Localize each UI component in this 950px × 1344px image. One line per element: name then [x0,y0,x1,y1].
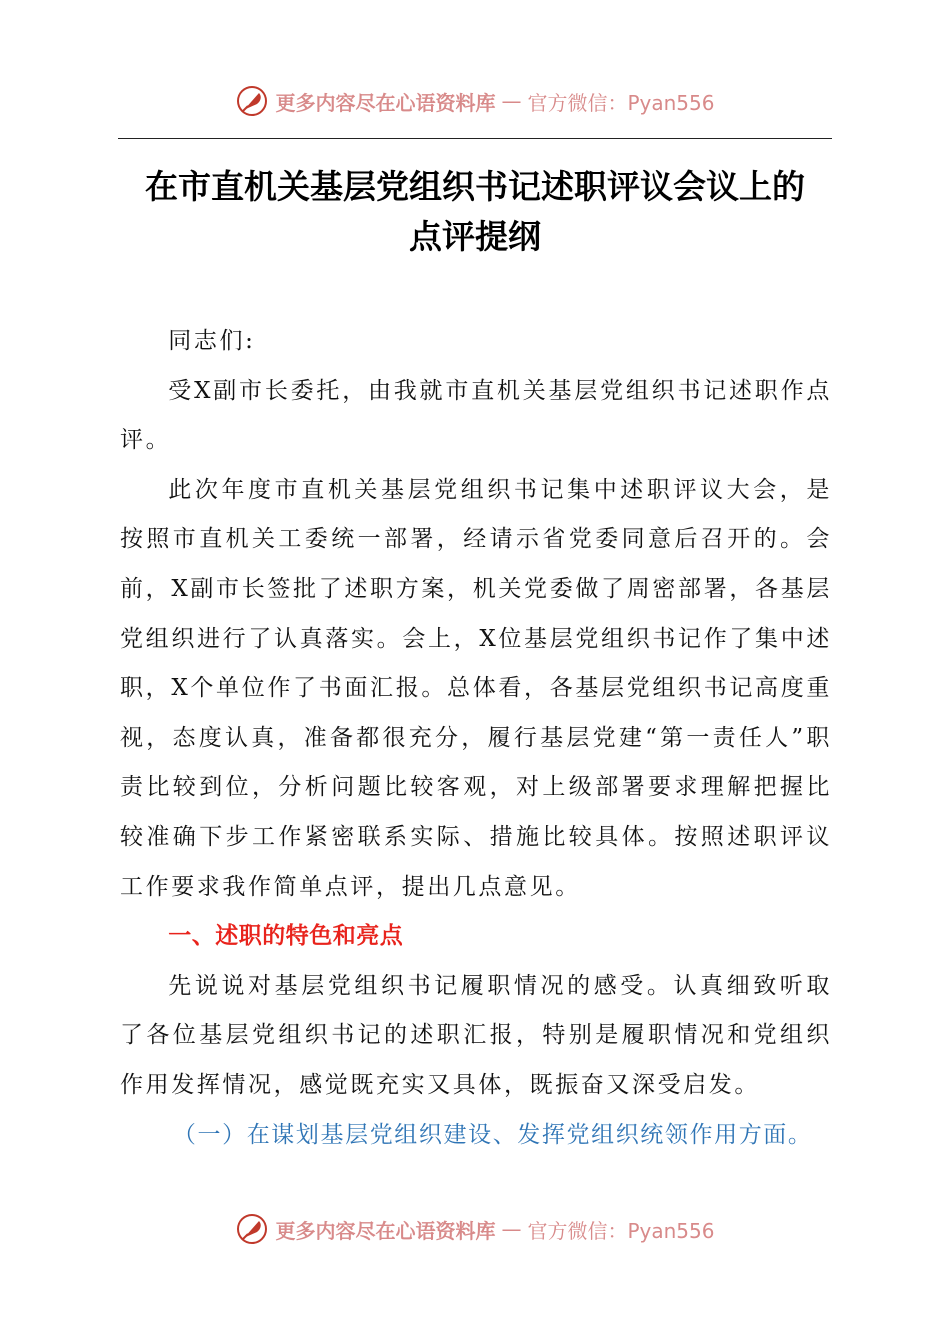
watermark-brand: 更多内容尽在心语资料库 [275,1218,496,1243]
paragraph-1: 受X副市长委托，由我就市直机关基层党组织书记述职作点评。 [120,377,832,454]
watermark-wechat: 官方微信：Pyan556 [527,1218,715,1243]
watermark-dash: — [501,89,522,113]
paragraph-3: 先说说对基层党组织书记履职情况的感受。认真细致听取了各位基层党组织书记的述职汇报，特别是履职情况和党组织作用发挥情况，感觉既充实又具体，既振奋又深受启发。 [120,972,832,1098]
header-divider [118,138,832,139]
watermark-dash: — [501,1217,522,1241]
salutation: 同志们: [168,328,256,354]
title-line-1: 在市直机关基层党组织书记述职评议会议上的 [145,167,805,206]
watermark-footer [0,1212,950,1246]
feather-pen-circle-icon [235,84,269,118]
paragraph-2: 此次年度市直机关基层党组织书记集中述职评议大会，是按照市直机关工委统一部署，经请示省党委同意后召开的。会前，X副市长签批了述职方案，机关党委做了周密部署，各基层党组织进行了认真落实。会上，X位基层党组织书记作了集中述职，X个单位作了书面汇报。总体看，各基层党组织书记高度重视，态度认真，准备都很充分，履行基层党建“第一责任人”职责比较到位，分析问题比较客观，对上级部署要求理解把握比较准确下步工作紧密联系实际、措施比较具体。按照述职评议工作要求我作简单点评，提出几点意见。 [120,476,832,900]
title-line-2: 点评提纲 [409,217,541,256]
section-heading-1: 一、述职的特色和亮点 [168,923,404,950]
feather-pen-circle-icon [235,1212,269,1246]
watermark-header [0,84,950,118]
subsection-heading-1: （一）在谋划基层党组织建设、发挥党组织统领作用方面。 [172,1121,813,1148]
watermark-brand: 更多内容尽在心语资料库 [275,90,496,115]
document-title [100,162,850,262]
watermark-wechat: 官方微信：Pyan556 [527,90,715,115]
document-body [120,317,832,1160]
